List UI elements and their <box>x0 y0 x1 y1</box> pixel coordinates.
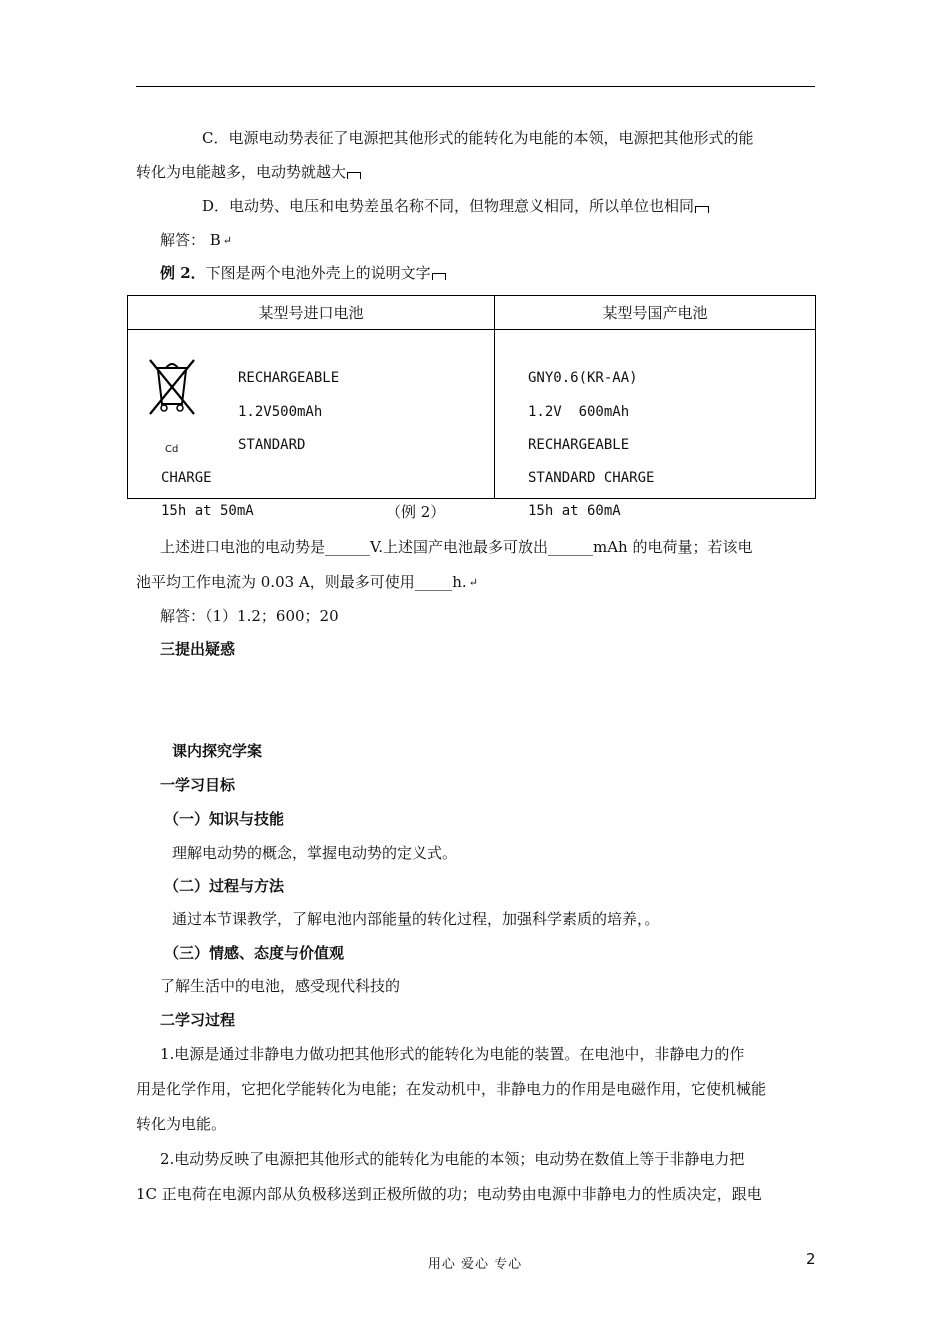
process-p2-line2: 1C 正电荷在电源内部从负极移送到正极所做的功；电动势由电源中非静电力的性质决定，跟电 <box>136 1185 762 1203</box>
example-2-text: 下图是两个电池外壳上的说明文字 <box>205 264 431 282</box>
example-2-label: 例 2． <box>160 264 206 282</box>
process-p1-line2: 用是化学作用，它把化学能转化为电能；在发动机中，非静电力的作用是电磁作用，它使机械能 <box>136 1080 767 1098</box>
header-rule <box>136 86 815 87</box>
heading-process: 二学习过程 <box>160 1011 236 1029</box>
sub-heading-2: （二）过程与方法 <box>164 877 285 895</box>
question-line2-text: 池平均工作电流为 0.03 A，则最多可使用_____h. <box>136 573 467 591</box>
right-line-5: 15h at 60mA <box>528 503 621 519</box>
answer-1 <box>160 230 232 251</box>
process-p1-line3: 转化为电能。 <box>136 1115 227 1133</box>
left-header: 某型号进口电池 <box>128 296 495 330</box>
paragraph-mark-icon <box>432 273 446 280</box>
example-2-line <box>160 263 446 283</box>
crossed-bin-icon <box>146 350 198 426</box>
option-c-line2-text: 转化为电能越多，电动势就越大 <box>136 163 347 181</box>
sub-text-1: 理解电动势的概念，掌握电动势的定义式。 <box>172 844 458 862</box>
process-p1-line1: 1.电源是通过非静电力做功把其他形式的能转化为电能的装置。在电池中，非静电力的作 <box>160 1045 745 1063</box>
table-caption: （例 2） <box>386 503 446 521</box>
right-line-3: RECHARGEABLE <box>528 437 630 453</box>
left-line-2: 1.2V500mAh <box>238 404 323 420</box>
heading-questions: 三提出疑惑 <box>160 640 236 658</box>
option-d-line <box>202 196 709 216</box>
heading-goal: 一学习目标 <box>160 776 236 794</box>
paragraph-mark-icon <box>347 172 361 179</box>
right-line-4: STANDARD CHARGE <box>528 470 655 486</box>
right-cell <box>495 330 816 519</box>
page-number: 2 <box>806 1250 816 1268</box>
right-line-1: GNY0.6(KR-AA) <box>528 370 638 386</box>
cd-label: Cd <box>165 444 179 455</box>
option-c-line1: C．电源电动势表征了电源把其他形式的能转化为电能的本领，电源把其他形式的能 <box>202 129 754 147</box>
return-mark-icon: ↵ <box>222 234 233 247</box>
paragraph-mark-icon <box>695 206 709 213</box>
question-line2 <box>136 572 478 593</box>
sub-heading-1: （一）知识与技能 <box>164 810 285 828</box>
left-line-1: RECHARGEABLE <box>238 370 340 386</box>
left-line-5: 15h at 50mA <box>161 503 254 519</box>
right-line-2: 1.2V 600mAh <box>528 404 630 420</box>
sub-heading-3: （三）情感、态度与价值观 <box>164 944 345 962</box>
heading-lesson: 课内探究学案 <box>172 742 263 760</box>
left-line-3: STANDARD <box>238 437 306 453</box>
footer-slogan: 用心 爱心 专心 <box>427 1257 523 1272</box>
question-answer: 解答：（1）1.2；600；20 <box>160 607 339 625</box>
question-line1: 上述进口电池的电动势是______V.上述国产电池最多可放出______mAh 的电荷量；若该电 <box>160 538 753 556</box>
sub-text-3: 了解生活中的电池，感受现代科技的 <box>160 977 401 995</box>
option-c-line2 <box>136 162 361 182</box>
left-line-4: CHARGE <box>161 470 212 486</box>
return-mark-icon: ↵ <box>468 576 478 589</box>
option-d-text: D．电动势、电压和电势差虽名称不同，但物理意义相同，所以单位也相同 <box>202 197 695 215</box>
sub-text-2: 通过本节课教学，了解电池内部能量的转化过程，加强科学素质的培养，。 <box>172 910 660 928</box>
process-p2-line1: 2.电动势反映了电源把其他形式的能转化为电能的本领；电动势在数值上等于非静电力把 <box>160 1150 745 1168</box>
right-header: 某型号国产电池 <box>495 296 816 330</box>
answer-1-text: 解答： B <box>160 231 221 249</box>
